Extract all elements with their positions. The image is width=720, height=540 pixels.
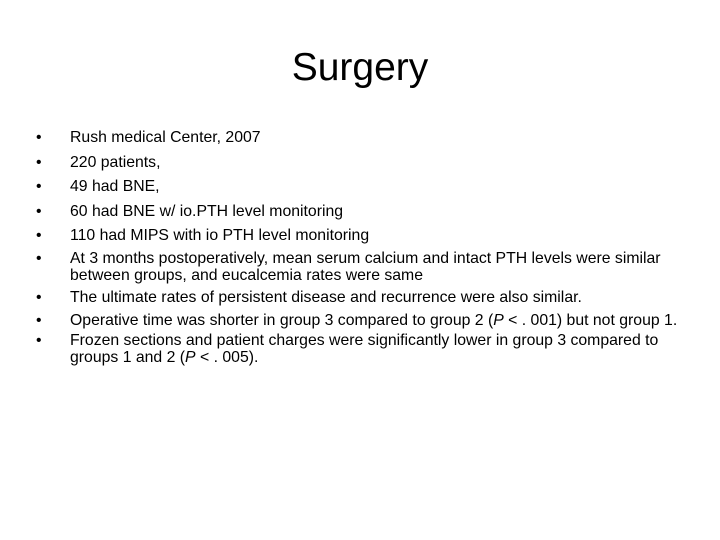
bullet-dot: • (36, 153, 42, 171)
bullet-text (70, 332, 684, 366)
bullet-dot: • (36, 227, 42, 244)
bullet-text: Rush medical Center, 2007 (70, 129, 261, 146)
bullet-text: The ultimate rates of persistent disease and recurrence were also similar. (70, 289, 582, 306)
bullet-text-part: < . 001) but not group 1. (503, 311, 678, 329)
bullet-dot: • (36, 332, 42, 349)
p-value-symbol: P (493, 311, 504, 329)
bullet-item (36, 176, 684, 197)
bullet-item (36, 250, 684, 284)
bullet-dot: • (36, 311, 42, 329)
bullet-text: 60 had BNE w/ io.PTH level monitoring (70, 202, 344, 220)
bullet-dot: • (36, 202, 42, 220)
slide-title: Surgery (291, 46, 429, 89)
bullet-item (36, 332, 684, 366)
p-value-symbol: P (185, 349, 196, 366)
bullet-text-part: Operative time was shorter in group 3 compared to group 2 ( (70, 311, 494, 329)
bullet-item (36, 201, 684, 222)
bullet-item (36, 225, 684, 246)
bullet-text-part: Frozen sections and patient charges were significantly lower in group 3 compared to groups 1 and 2 ( (70, 332, 659, 366)
bullet-list (36, 127, 684, 370)
bullet-item (36, 312, 684, 329)
bullet-text (70, 312, 684, 329)
bullet-item (36, 152, 684, 173)
bullet-dot: • (36, 129, 42, 146)
bullet-item (36, 127, 684, 148)
bullet-text: 110 had MIPS with io PTH level monitoring (70, 227, 370, 244)
bullet-dot: • (36, 178, 42, 195)
bullet-item (36, 287, 684, 308)
bullet-text: 220 patients, (70, 153, 161, 171)
bullet-dot: • (36, 289, 42, 306)
bullet-text: 49 had BNE, (70, 178, 160, 195)
bullet-dot: • (36, 249, 42, 267)
bullet-text-part: < . 005). (195, 349, 259, 366)
bullet-text: At 3 months postoperatively, mean serum calcium and intact PTH levels were similar between groups, and eucalcemia rates were same (70, 249, 661, 284)
